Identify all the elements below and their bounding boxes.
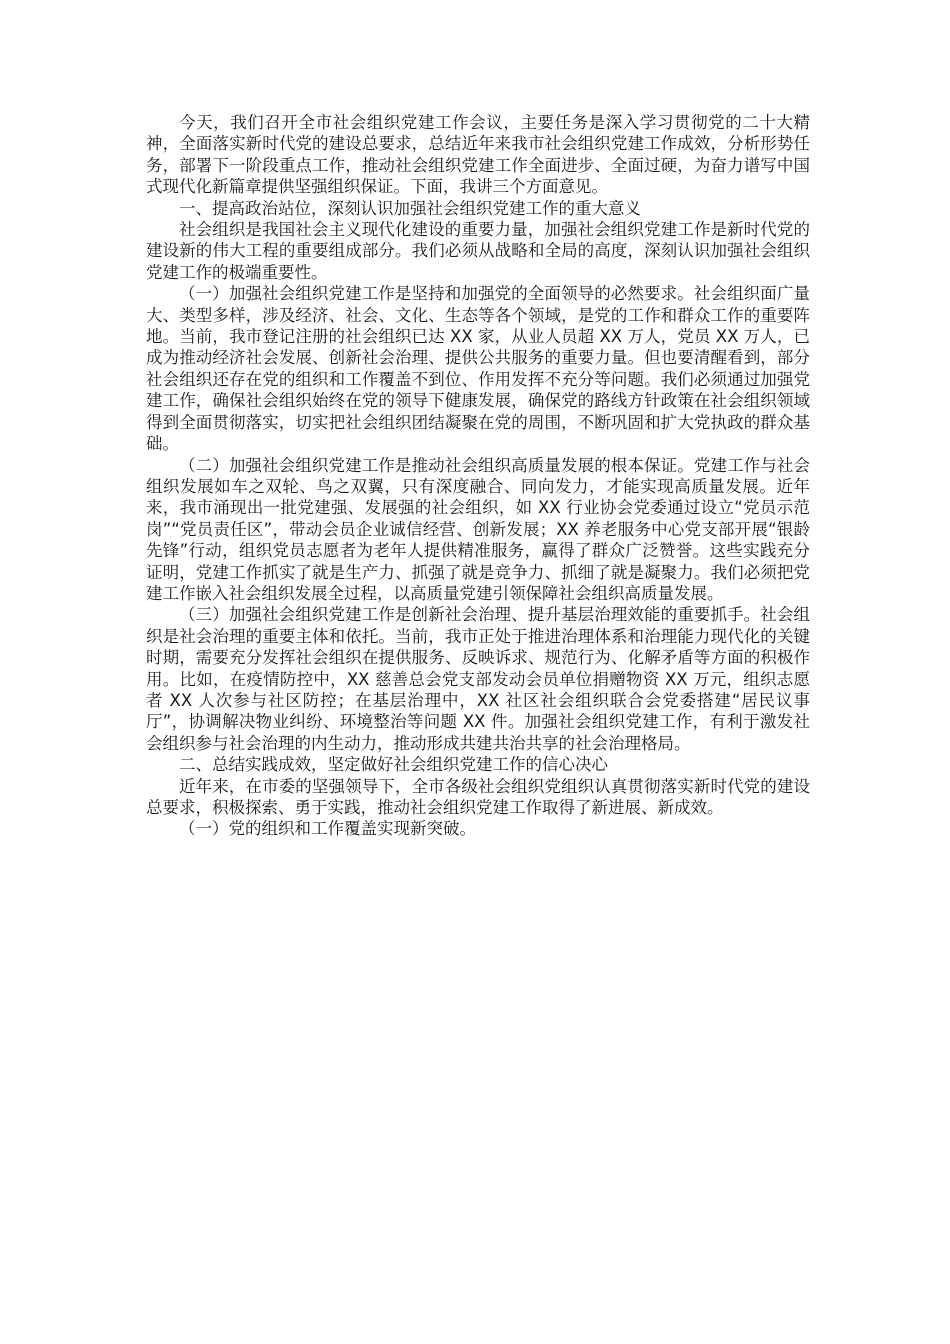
section-2-intro-paragraph: 近年来，在市委的坚强领导下，全市各级社会组织党组织认真贯彻落实新时代党的建设总要求，积极探索、勇于实践，推动社会组织党建工作取得了新进展、新成效。 (146, 776, 810, 817)
section-1-point-1-paragraph: （一）加强社会组织党建工作是坚持和加强党的全面领导的必然要求。社会组织面广量大、类型多样，涉及经济、社会、文化、生态等各个领域，是党的工作和群众工作的重要阵地。当前，我市登记注册的社会组织已达 XX 家，从业人员超 XX 万人，党员 XX 万人，已成为推动经济社会发展、创新社会治理、提供公共服务的重要力量。但也要清醒看到，部分社会组织还存在党的组织和工作覆盖不到位、作用发挥不充分等问题。我们必须通过加强党建工作，确保社会组织始终在党的领导下健康发展，确保党的路线方针政策在社会组织领域得到全面贯彻落实，切实把社会组织团结凝聚在党的周围，不断巩固和扩大党执政的群众基础。 (146, 284, 810, 454)
section-heading-1: 一、提高政治站位，深刻认识加强社会组织党建工作的重大意义 (179, 198, 641, 218)
section-heading-2: 二、总结实践成效，坚定做好社会组织党建工作的信心决心 (179, 755, 608, 775)
section-1-point-2-paragraph: （二）加强社会组织党建工作是推动社会组织高质量发展的根本保证。党建工作与社会组织发展如车之双轮、鸟之双翼，只有深度融合、同向发力，才能实现高质量发展。近年来，我市涌现出一批党建强、发展强的社会组织，如 XX 行业协会党委通过设立“党员示范岗”“党员责任区”，带动会员企业诚信经营、创新发展；XX 养老服务中心党支部开展“银龄先锋”行动，组织党员志愿者为老年人提供精准服务，赢得了群众广泛赞誉。这些实践充分证明，党建工作抓实了就是生产力、抓强了就是竞争力、抓细了就是凝聚力。我们必须把党建工作嵌入社会组织发展全过程，以高质量党建引领保障社会组织高质量发展。 (146, 455, 810, 603)
document-body (146, 112, 810, 840)
section-1-intro-paragraph: 社会组织是我国社会主义现代化建设的重要力量，加强社会组织党建工作是新时代党的建设新的伟大工程的重要组成部分。我们必须从战略和全局的高度，深刻认识加强社会组织党建工作的极端重要性。 (146, 220, 810, 282)
section-2-point-1-heading: （一）党的组织和工作覆盖实现新突破。 (179, 819, 476, 839)
opening-paragraph: 今天，我们召开全市社会组织党建工作会议，主要任务是深入学习贯彻党的二十大精神，全面落实新时代党的建设总要求，总结近年来我市社会组织党建工作成效，分析形势任务，部署下一阶段重点工作，推动社会组织党建工作全面进步、全面过硬，为奋力谱写中国式现代化新篇章提供坚强组织保证。下面，我讲三个方面意见。 (146, 113, 810, 197)
section-1-point-3-paragraph: （三）加强社会组织党建工作是创新社会治理、提升基层治理效能的重要抓手。社会组织是社会治理的重要主体和依托。当前，我市正处于推进治理体系和治理能力现代化的关键时期，需要充分发挥社会组织在提供服务、反映诉求、规范行为、化解矛盾等方面的积极作用。比如，在疫情防控中，XX 慈善总会党支部发动会员单位捐赠物资 XX 万元，组织志愿者 XX 人次参与社区防控；在基层治理中，XX 社区社会组织联合会党委搭建“居民议事厅”，协调解决物业纠纷、环境整治等问题 XX 件。加强社会组织党建工作，有利于激发社会组织参与社会治理的内生动力，推动形成共建共治共享的社会治理格局。 (146, 605, 810, 753)
